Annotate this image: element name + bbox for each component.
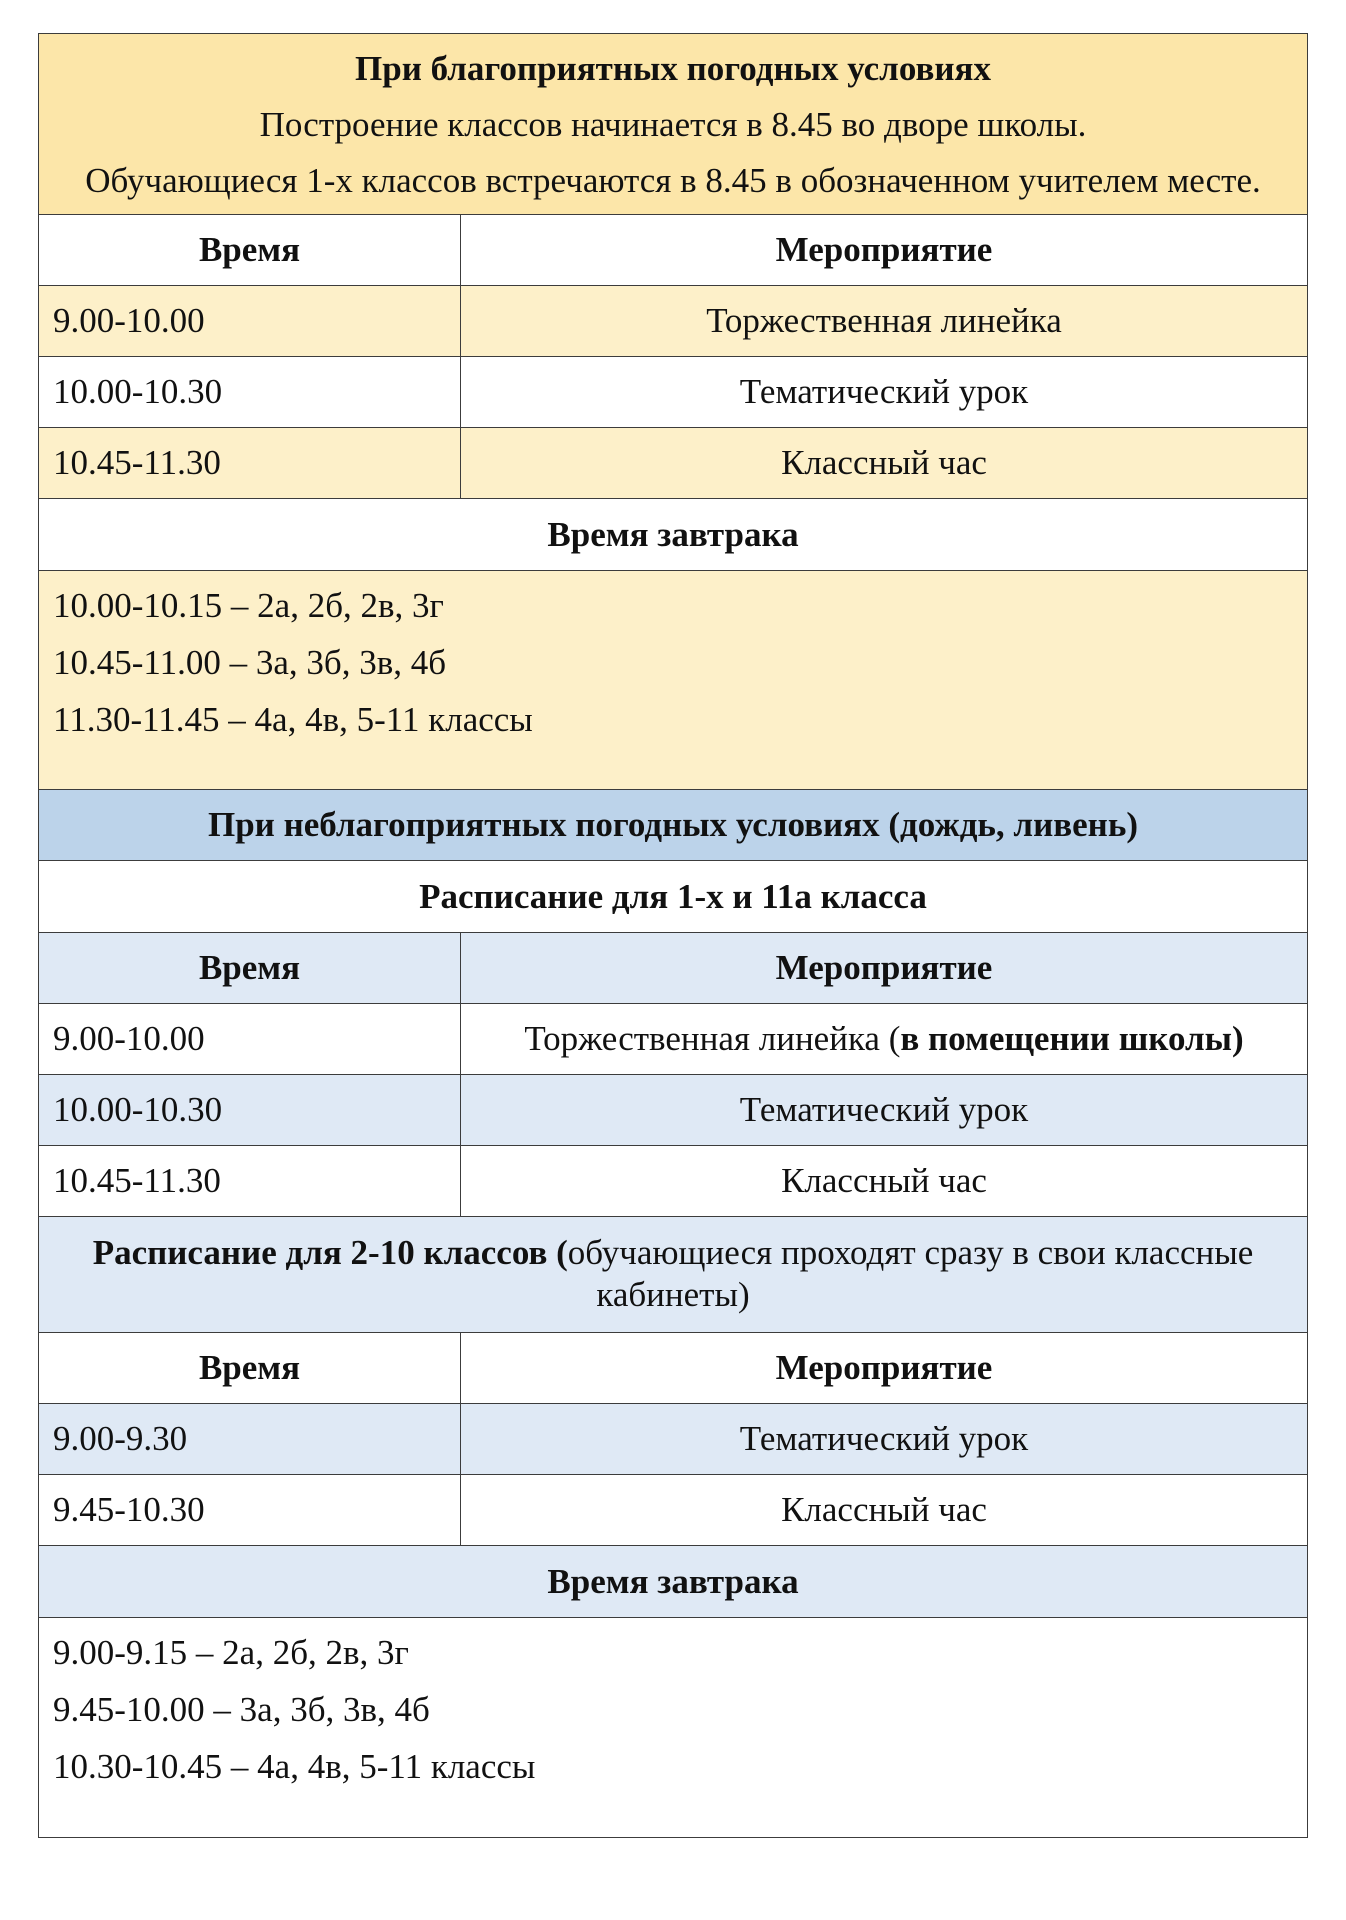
time-cell: 10.45-11.30 bbox=[39, 1146, 461, 1217]
breakfast-title-row bbox=[39, 499, 1308, 571]
schedule2-title bbox=[39, 1217, 1308, 1333]
event-cell: Торжественная линейка bbox=[461, 286, 1308, 357]
event-text: Торжественная линейка ( bbox=[524, 1019, 901, 1058]
table-row bbox=[39, 428, 1308, 499]
schedule2-title-bold: Расписание для 2-10 классов ( bbox=[92, 1232, 568, 1272]
breakfast-list-row bbox=[39, 1618, 1308, 1838]
table-header-row bbox=[39, 215, 1308, 286]
time-column-header: Время bbox=[39, 1333, 461, 1404]
time-cell: 10.00-10.30 bbox=[39, 357, 461, 428]
table-header-row bbox=[39, 933, 1308, 1004]
table-row bbox=[39, 1404, 1308, 1475]
time-cell: 9.00-9.30 bbox=[39, 1404, 461, 1475]
event-cell: Тематический урок bbox=[461, 1404, 1308, 1475]
table-header-row bbox=[39, 1333, 1308, 1404]
table-row bbox=[39, 357, 1308, 428]
event-column-header: Мероприятие bbox=[461, 933, 1308, 1004]
event-emphasis: в помещении школы) bbox=[900, 1019, 1244, 1058]
list-item: 10.00-10.15 – 2а, 2б, 2в, 3г bbox=[53, 586, 444, 625]
time-cell: 9.45-10.30 bbox=[39, 1475, 461, 1546]
list-item: 10.30-10.45 – 4а, 4в, 5-11 классы bbox=[53, 1747, 536, 1786]
list-item: 11.30-11.45 – 4а, 4в, 5-11 классы bbox=[53, 700, 533, 739]
time-column-header: Время bbox=[39, 933, 461, 1004]
table-row bbox=[39, 1075, 1308, 1146]
time-cell: 9.00-10.00 bbox=[39, 286, 461, 357]
table-row bbox=[39, 286, 1308, 357]
good-weather-line2: Обучающиеся 1-х классов встречаются в 8.45 в обозначенном учителем месте. bbox=[85, 161, 1261, 200]
time-column-header: Время bbox=[39, 215, 461, 286]
breakfast-list bbox=[39, 571, 1308, 790]
bad-weather-title: При неблагоприятных погодных условиях (дождь, ливень) bbox=[39, 790, 1308, 861]
list-item: 10.45-11.00 – 3а, 3б, 3в, 4б bbox=[53, 643, 447, 682]
schedule-document bbox=[38, 33, 1308, 1838]
time-cell: 10.00-10.30 bbox=[39, 1075, 461, 1146]
time-cell: 9.00-10.00 bbox=[39, 1004, 461, 1075]
event-column-header: Мероприятие bbox=[461, 215, 1308, 286]
breakfast-title: Время завтрака bbox=[39, 1546, 1308, 1618]
list-item: 9.45-10.00 – 3а, 3б, 3в, 4б bbox=[53, 1690, 430, 1729]
schedule1-title: Расписание для 1-х и 11а класса bbox=[39, 861, 1308, 933]
breakfast-title-row bbox=[39, 1546, 1308, 1618]
event-cell bbox=[461, 1004, 1308, 1075]
schedule1-title-row bbox=[39, 861, 1308, 933]
event-cell: Классный час bbox=[461, 428, 1308, 499]
event-cell: Тематический урок bbox=[461, 357, 1308, 428]
schedule2-title-row bbox=[39, 1217, 1308, 1333]
table-row bbox=[39, 1146, 1308, 1217]
event-cell: Классный час bbox=[461, 1146, 1308, 1217]
breakfast-list-row bbox=[39, 571, 1308, 790]
event-cell: Тематический урок bbox=[461, 1075, 1308, 1146]
event-column-header: Мероприятие bbox=[461, 1333, 1308, 1404]
time-cell: 10.45-11.30 bbox=[39, 428, 461, 499]
bad-weather-header-row bbox=[39, 790, 1308, 861]
schedule2-title-note: обучающиеся проходят сразу в свои классные кабинеты) bbox=[567, 1232, 1254, 1314]
good-weather-header bbox=[39, 34, 1308, 215]
good-weather-header-row bbox=[39, 34, 1308, 215]
good-weather-title: При благоприятных погодных условиях bbox=[355, 49, 991, 88]
breakfast-title: Время завтрака bbox=[39, 499, 1308, 571]
table-row bbox=[39, 1004, 1308, 1075]
table-row bbox=[39, 1475, 1308, 1546]
good-weather-line1: Построение классов начинается в 8.45 во дворе школы. bbox=[259, 105, 1087, 144]
breakfast-list bbox=[39, 1618, 1308, 1838]
schedule-table bbox=[38, 33, 1308, 1838]
event-cell: Классный час bbox=[461, 1475, 1308, 1546]
list-item: 9.00-9.15 – 2а, 2б, 2в, 3г bbox=[53, 1633, 409, 1672]
